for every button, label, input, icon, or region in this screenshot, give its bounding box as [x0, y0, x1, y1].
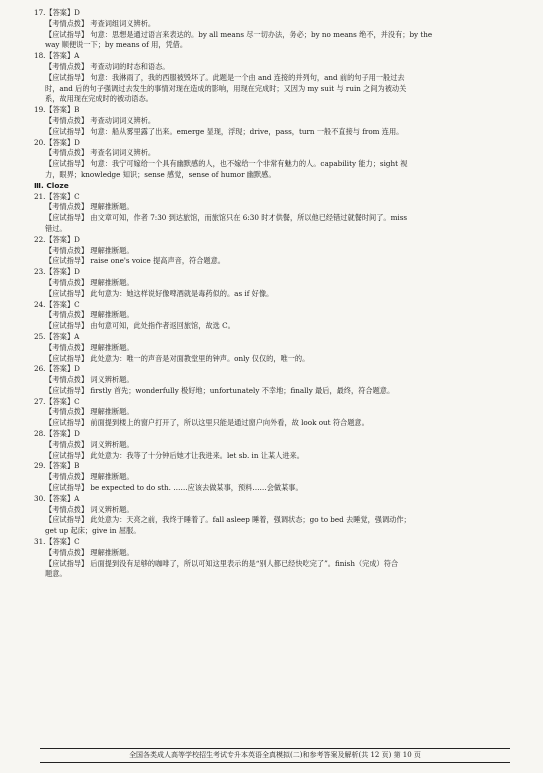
explanation-line: 【考情点拨】 理解推断题。 — [45, 277, 134, 287]
explanation-line: 【应试指导】 raise one's voice 提高声音，符合题意。 — [45, 256, 225, 266]
answer-line: 20.【答案】D — [34, 137, 80, 147]
explanation-line: 【考情点拨】 理解推断题。 — [45, 202, 134, 212]
explanation-line: 【考情点拨】 理解推断题。 — [45, 407, 134, 417]
answer-line: 21.【答案】C — [34, 191, 80, 201]
explanation-line: 【应试指导】 此处意为：我等了十分钟后她才让我进来。let sb. in 让某人进来。 — [45, 450, 304, 460]
section-heading: Ⅲ. Cloze — [34, 180, 69, 190]
explanation-line: 【考情点拨】 理解推断题。 — [45, 342, 134, 352]
explanation-line: 【考情点拨】 理解推断题。 — [45, 245, 134, 255]
explanation-line: 【应试指导】 由文章可知，作者 7:30 到达旅馆，而旅馆只在 6:30 时才供餐，所以他已经错过就餐时间了。miss — [45, 213, 408, 223]
explanation-line: 【考情点拨】 理解推断题。 — [45, 472, 134, 482]
explanation-line: 【应试指导】 此处意为：唯一的声音是对面教堂里的钟声。only 仅仅的，唯一的。 — [45, 353, 310, 363]
answer-line: 31.【答案】C — [34, 537, 80, 547]
explanation-line: 【应试指导】 前面提到楼上的窗户打开了，所以这里只能是通过窗户向外看，故 look out 符合题意。 — [45, 418, 369, 428]
explanation-line: 【考情点拨】 考查名词词义辨析。 — [45, 148, 156, 158]
explanation-line: 题意。 — [45, 569, 67, 579]
answer-line: 18.【答案】A — [34, 51, 80, 61]
explanation-line: get up 起床；give in 屈服。 — [45, 526, 141, 536]
answer-key-body — [34, 8, 512, 580]
answer-line: 17.【答案】D — [34, 8, 80, 17]
explanation-line: 【考情点拨】 考查词组词义辨析。 — [45, 18, 156, 28]
answer-line: 25.【答案】A — [34, 331, 80, 341]
explanation-line: 【考情点拨】 理解推断题。 — [45, 547, 134, 557]
explanation-line: 【应试指导】 句意：思想是通过语言来表达的。by all means 尽一切办法，务必；by no means 绝不，并没有；by the — [45, 29, 433, 39]
explanation-line: 【应试指导】 此句意为：她这样说好像啤酒就是毒药似的。as if 好像。 — [45, 288, 274, 298]
answer-line: 24.【答案】C — [34, 299, 80, 309]
answer-line: 23.【答案】D — [34, 267, 80, 277]
page-footer: 全国各类成人高等学校招生考试专升本英语全真模拟(二)和参考答案及解析(共 12 页) 第 10 页 — [40, 748, 510, 763]
explanation-line: 【应试指导】 后面提到没有足够的咖啡了，所以可知这里表示的是“别人都已经快吃完了”。finish（完成）符合 — [45, 558, 399, 568]
explanation-line: 【应试指导】 firstly 首先；wonderfully 极好地；unfortunately 不幸地；finally 最后，最终，符合题意。 — [45, 385, 395, 395]
explanation-line: way 顺便说一下；by means of 用，凭借。 — [45, 40, 188, 50]
explanation-line: 【考情点拨】 考查动词的时态和语态。 — [45, 61, 170, 71]
explanation-line: 时，and 后的句子强调过去发生的事情对现在造成的影响，用现在完成时；又因为 my suit 与 ruin 之间为被动关 — [45, 83, 407, 93]
explanation-line: 【应试指导】 由句意可知，此处指作者返回旅馆，故选 C。 — [45, 321, 235, 331]
answer-line: 22.【答案】D — [34, 234, 80, 244]
explanation-line: 系，故用现在完成时的被动语态。 — [45, 94, 153, 104]
explanation-line: 【考情点拨】 词义辨析题。 — [45, 439, 134, 449]
answer-line: 27.【答案】C — [34, 396, 80, 406]
explanation-line: 错过。 — [45, 223, 67, 233]
explanation-line: 【应试指导】 be expected to do sth. ……应该去做某事，预料……会做某事。 — [45, 483, 303, 493]
answer-line: 29.【答案】B — [34, 461, 80, 471]
explanation-line: 力，眼界；knowledge 知识；sense 感觉，sense of humor 幽默感。 — [45, 169, 276, 179]
answer-line: 26.【答案】D — [34, 364, 80, 374]
explanation-line: 【应试指导】 此处意为：天亮之前，我终于睡着了。fall asleep 睡着，强调状态；go to bed 去睡觉，强调动作； — [45, 515, 411, 525]
answer-line: 19.【答案】B — [34, 105, 80, 115]
explanation-line: 【应试指导】 句意：我淋雨了，我的西服被毁坏了。此题是一个由 and 连接的并列句，and 前的句子用一般过去 — [45, 72, 405, 82]
explanation-line: 【考情点拨】 词义辨析题。 — [45, 375, 134, 385]
explanation-line: 【应试指导】 句意：我宁可嫁给一个具有幽默感的人，也不嫁给一个非常有魅力的人。capability 能力；sight 视 — [45, 159, 408, 169]
explanation-line: 【考情点拨】 理解推断题。 — [45, 310, 134, 320]
answer-line: 28.【答案】D — [34, 429, 80, 439]
explanation-line: 【考情点拨】 词义辨析题。 — [45, 504, 134, 514]
answer-line: 30.【答案】A — [34, 493, 80, 503]
explanation-line: 【应试指导】 句意：船从雾里露了出来。emerge 显现，浮现；drive，pass，turn 一般不直接与 from 连用。 — [45, 126, 404, 136]
explanation-line: 【考情点拨】 考查动词词义辨析。 — [45, 115, 156, 125]
